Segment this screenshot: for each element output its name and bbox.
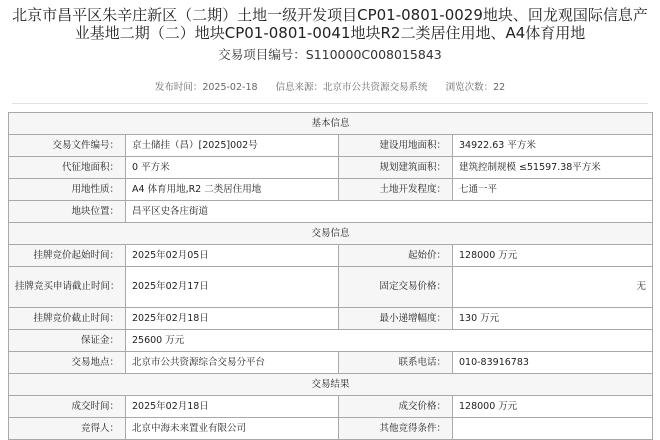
section-trade-title: 交易信息 bbox=[9, 223, 653, 245]
table-row bbox=[9, 352, 653, 374]
publish-time: 发布时间：2025-02-18 bbox=[154, 82, 258, 93]
phone-label: 联系电话： bbox=[339, 352, 453, 374]
deal-time-value: 2025年02月18日 bbox=[126, 396, 339, 418]
table-row bbox=[9, 201, 653, 223]
winner-value: 北京中海未来置业有限公司 bbox=[126, 418, 339, 440]
build-area-value: 34922.63 平方米 bbox=[453, 135, 653, 157]
project-code: 交易项目编号：S110000C008015843 bbox=[218, 47, 442, 62]
doc-no-value: 京土储挂（昌）[2025]002号 bbox=[126, 135, 339, 157]
table-row bbox=[9, 396, 653, 418]
view-count: 浏览次数：22 bbox=[445, 82, 506, 93]
land-use-label: 用地性质： bbox=[9, 179, 126, 201]
page-header bbox=[0, 0, 660, 104]
doc-no-label: 交易文件编号： bbox=[9, 135, 126, 157]
table-row bbox=[9, 135, 653, 157]
table-row bbox=[9, 330, 653, 352]
deposit-label: 保证金： bbox=[9, 330, 126, 352]
other-conditions-label: 其他竞得条件： bbox=[339, 418, 453, 440]
section-basic-title: 基本信息 bbox=[9, 113, 653, 135]
phone-value: 010-83916783 bbox=[453, 352, 653, 374]
section-row-basic bbox=[9, 113, 653, 135]
agent-area-value: 0 平方米 bbox=[126, 157, 339, 179]
bid-deadline-value: 2025年02月18日 bbox=[126, 308, 339, 330]
table-row bbox=[9, 267, 653, 308]
deal-price-label: 成交价格： bbox=[339, 396, 453, 418]
deal-time-label: 成交时间： bbox=[9, 396, 126, 418]
deposit-value: 25600 万元 bbox=[126, 330, 653, 352]
divider bbox=[12, 103, 648, 104]
build-area-label: 建设用地面积： bbox=[339, 135, 453, 157]
start-price-value: 128000 万元 bbox=[453, 245, 653, 267]
dev-level-value: 七通一平 bbox=[453, 179, 653, 201]
start-price-label: 起始价： bbox=[339, 245, 453, 267]
min-increment-value: 130 万元 bbox=[453, 308, 653, 330]
deal-price-value: 128000 万元 bbox=[453, 396, 653, 418]
min-increment-label: 最小递增幅度： bbox=[339, 308, 453, 330]
apply-deadline-label: 挂牌竞买申请截止时间： bbox=[9, 267, 126, 308]
place-value: 北京市公共资源综合交易分平台 bbox=[126, 352, 339, 374]
land-use-value: A4 体育用地,R2 二类居住用地 bbox=[126, 179, 339, 201]
page-title: 北京市昌平区朱辛庄新区（二期）土地一级开发项目CP01-0801-0029地块、回龙观国际信息产业基地二期（二）地块CP01-0801-0041地块R2二类居住用地、A4体育用地 bbox=[12, 6, 648, 42]
start-time-value: 2025年02月05日 bbox=[126, 245, 339, 267]
table-row bbox=[9, 157, 653, 179]
fixed-price-value: 无 bbox=[453, 267, 653, 308]
apply-deadline-value: 2025年02月17日 bbox=[126, 267, 339, 308]
location-label: 地块位置： bbox=[9, 201, 126, 223]
section-row-result bbox=[9, 374, 653, 396]
table-row bbox=[9, 308, 653, 330]
plan-area-label: 规划建筑面积： bbox=[339, 157, 453, 179]
table-row bbox=[9, 179, 653, 201]
agent-area-label: 代征地面积： bbox=[9, 157, 126, 179]
fixed-price-label: 固定交易价格： bbox=[339, 267, 453, 308]
start-time-label: 挂牌竞价起始时间： bbox=[9, 245, 126, 267]
table-row bbox=[9, 418, 653, 440]
meta-row bbox=[0, 79, 660, 93]
table-row bbox=[9, 245, 653, 267]
bid-deadline-label: 挂牌竞价截止时间： bbox=[9, 308, 126, 330]
plan-area-value: 建筑控制规模 ≤51597.38平方米 bbox=[453, 157, 653, 179]
place-label: 交易地点： bbox=[9, 352, 126, 374]
winner-label: 竞得人： bbox=[9, 418, 126, 440]
info-source: 信息来源：北京市公共资源交易系统 bbox=[275, 82, 428, 93]
section-row-trade bbox=[9, 223, 653, 245]
transaction-info-table bbox=[8, 112, 653, 440]
dev-level-label: 土地开发程度： bbox=[339, 179, 453, 201]
section-result-title: 交易结果 bbox=[9, 374, 653, 396]
location-value: 昌平区史各庄街道 bbox=[126, 201, 653, 223]
other-conditions-value bbox=[453, 418, 653, 440]
